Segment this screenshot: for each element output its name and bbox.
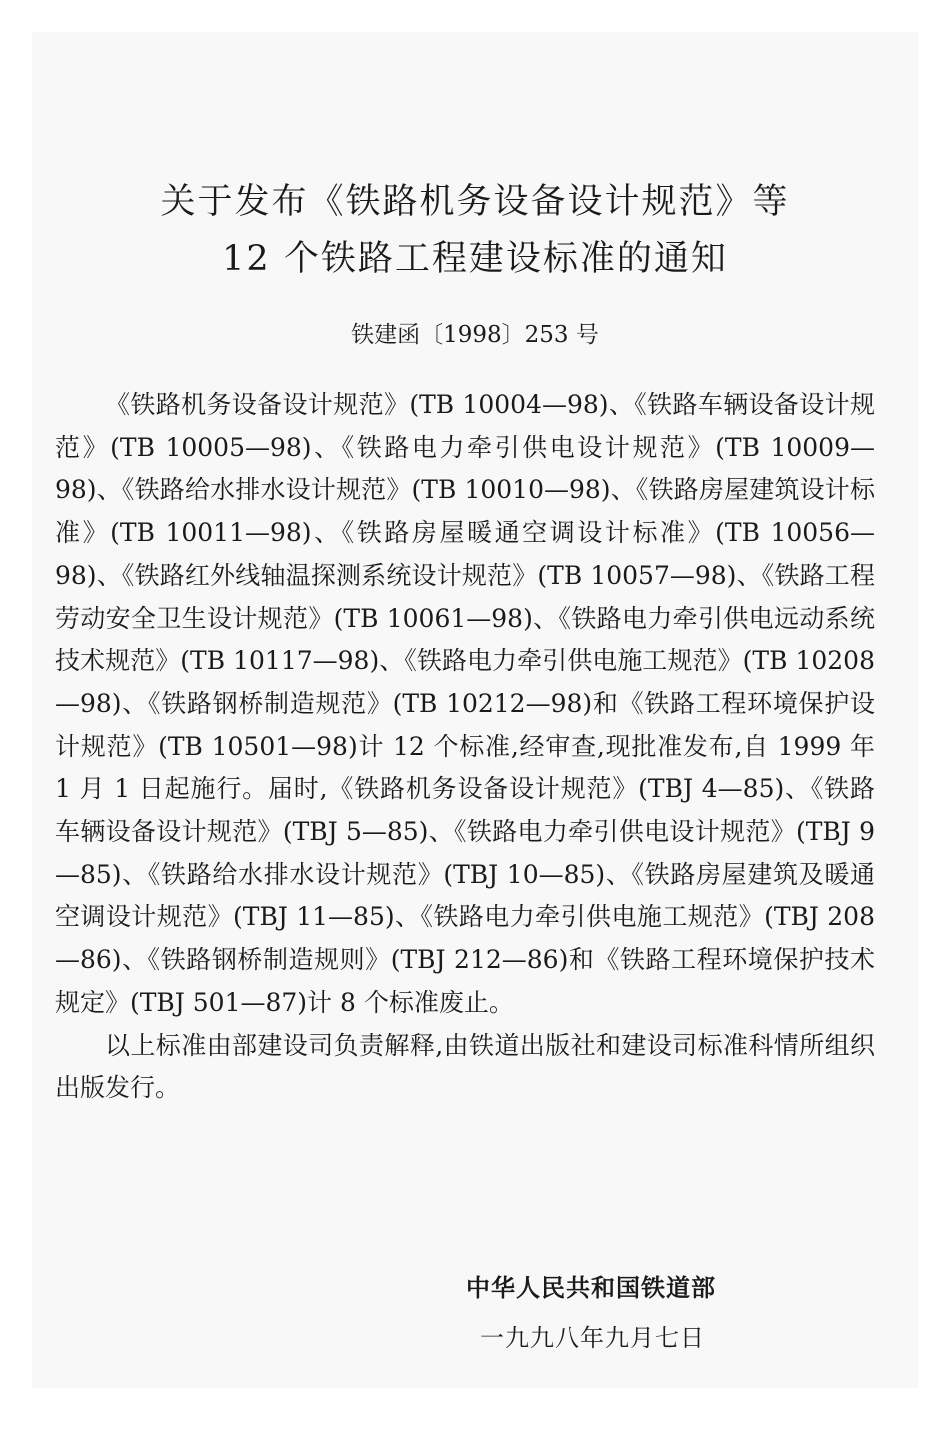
signature-date: 一九九八年九月七日 [480, 1324, 705, 1352]
signature-organization: 中华人民共和国铁道部 [466, 1274, 716, 1302]
title-line-1: 关于发布《铁路机务设备设计规范》等 [160, 182, 790, 222]
document-body [55, 384, 875, 1110]
body-paragraph-1: 《铁路机务设备设计规范》(TB 10004—98)、《铁路车辆设备设计规范》(TB 10005—98)、《铁路电力牵引供电设计规范》(TB 10009—98)、《铁路给水排水设计规范》(TB 10010—98)、《铁路房屋建筑设计标准》(TB 10011—98)、《铁路房屋暖通空调设计标准》(TB 10056—98)、《铁路红外线轴温探测系统设计规范》(TB 10057—98)、《铁路工程劳动安全卫生设计规范》(TB 10061—98)、《铁路电力牵引供电远动系统技术规范》(TB 10117—98)、《铁路电力牵引供电施工规范》(TB 10208—98)、《铁路钢桥制造规范》(TB 10212—98)和《铁路工程环境保护设计规范》(TB 10501—98)计 12 个标准,经审查,现批准发布,自 1999 年 1 月 1 日起施行。届时,《铁路机务设备设计规范》(TBJ 4—85)、《铁路车辆设备设计规范》(TBJ 5—85)、《铁路电力牵引供电设计规范》(TBJ 9—85)、《铁路给水排水设计规范》(TBJ 10—85)、《铁路房屋建筑及暖通空调设计规范》(TBJ 11—85)、《铁路电力牵引供电施工规范》(TBJ 208—86)、《铁路钢桥制造规则》(TBJ 212—86)和《铁路工程环境保护技术规定》(TBJ 501—87)计 8 个标准废止。 [55, 390, 875, 1017]
document-page [32, 32, 918, 1388]
document-number: 铁建函〔1998〕253 号 [351, 322, 599, 348]
body-paragraph-2: 以上标准由部建设司负责解释,由铁道出版社和建设司标准科情所组织出版发行。 [55, 1030, 875, 1103]
title-line-2: 12 个铁路工程建设标准的通知 [222, 239, 728, 279]
